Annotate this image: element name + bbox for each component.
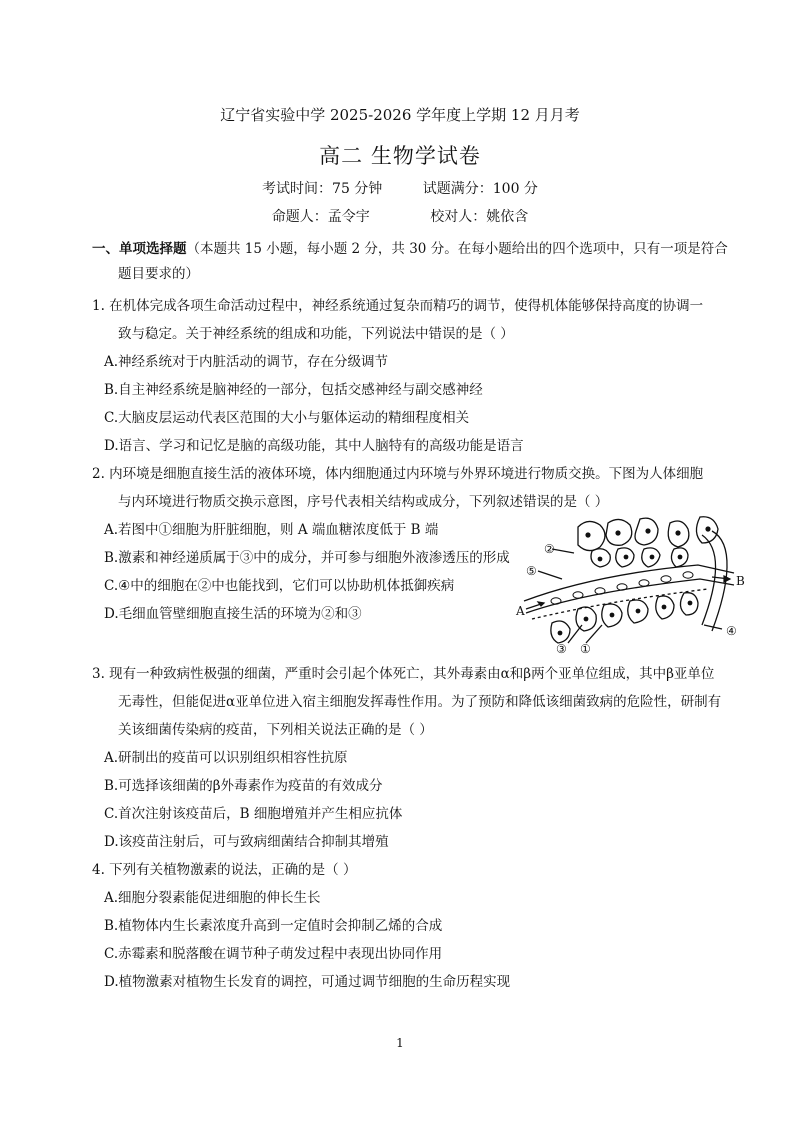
question-3-stem: 3. 现有一种致病性极强的细菌，严重时会引起个体死亡，其外毒素由α和β两个亚单位组成，其中β亚单位 bbox=[92, 666, 715, 682]
question-2-option-c: C.④中的细胞在②中也能找到，它们可以协助机体抵御疾病 bbox=[104, 578, 455, 594]
section-heading: 一、单项选择题 bbox=[92, 241, 187, 257]
label-4: ④ bbox=[726, 624, 737, 638]
author: 命题人：孟令宇 bbox=[271, 209, 370, 225]
arrowhead bbox=[724, 576, 730, 582]
label-3: ③ bbox=[556, 642, 567, 655]
section-instructions: （本题共 15 小题，每小题 2 分，共 30 分。在每小题给出的四个选项中，只有一项是符合 bbox=[186, 241, 728, 257]
full-score: 试题满分：100 分 bbox=[422, 181, 538, 197]
label-1: ① bbox=[580, 642, 591, 655]
blood-cell bbox=[617, 584, 627, 590]
question-3-option-c: C.首次注射该疫苗后，B 细胞增殖并产生相应抗体 bbox=[104, 806, 403, 822]
question-4-option-c: C.赤霉素和脱落酸在调节种子萌发过程中表现出协同作用 bbox=[104, 946, 443, 962]
question-1-stem-cont: 致与稳定。关于神经系统的组成和功能，下列说法中错误的是（ ） bbox=[118, 326, 514, 342]
blood-cell bbox=[661, 576, 671, 582]
question-4-option-a: A.细胞分裂素能促进细胞的伸长生长 bbox=[104, 890, 321, 906]
question-3-stem-cont-2: 关该细菌传染病的疫苗，下列相关说法正确的是（ ） bbox=[118, 722, 433, 738]
proofreader: 校对人：姚依含 bbox=[430, 209, 529, 225]
cell-nucleus bbox=[636, 609, 641, 614]
exam-meta bbox=[0, 178, 800, 198]
question-2-stem-cont: 与内环境进行物质交换示意图，序号代表相关结构或成分，下列叙述错误的是（ ） bbox=[118, 494, 609, 510]
cell-nucleus bbox=[675, 530, 680, 535]
question-1-stem: 1. 在机体完成各项生命活动过程中，神经系统通过复杂而精巧的调节，使得机体能够保持高度的协调一 bbox=[92, 298, 704, 314]
blood-cell bbox=[595, 588, 605, 594]
cell-nucleus bbox=[645, 528, 650, 533]
cell-nucleus bbox=[598, 557, 603, 562]
capillary-wall-bottom bbox=[526, 579, 734, 613]
school-line: 辽宁省实验中学 2025-2026 学年度上学期 12 月月考 bbox=[220, 106, 580, 124]
label-b: B bbox=[736, 574, 745, 588]
tissue-cell bbox=[578, 521, 605, 550]
question-4-option-d: D.植物激素对植物生长发育的调控，可通过调节细胞的生命历程实现 bbox=[104, 974, 511, 990]
label-leader-1 bbox=[586, 625, 602, 643]
question-2-stem: 2. 内环境是细胞直接生活的液体环境，体内细胞通过内环境与外界环境进行物质交换。下图为人体细胞 bbox=[92, 466, 704, 482]
cell-nucleus bbox=[610, 613, 615, 618]
question-3-stem-cont-1: 无毒性，但能促进α亚单位进入宿主细胞发挥毒性作用。为了预防和降低该细菌致病的危险性，研制有 bbox=[118, 694, 722, 710]
question-3-option-d: D.该疫苗注射后，可与致病细菌结合抑制其增殖 bbox=[104, 834, 389, 850]
cell-nucleus bbox=[650, 555, 655, 560]
label-2: ② bbox=[544, 542, 555, 556]
cell-nucleus bbox=[624, 555, 629, 560]
blood-cell bbox=[683, 572, 693, 578]
label-5: ⑤ bbox=[526, 564, 537, 578]
label-a: A bbox=[516, 604, 525, 618]
question-3-option-a: A.研制出的疫苗可以识别组织相容性抗原 bbox=[104, 750, 348, 766]
page-number: 1 bbox=[396, 1036, 404, 1050]
cell-nucleus bbox=[688, 601, 693, 606]
cell-nucleus bbox=[584, 617, 589, 622]
exam-time: 考试时间：75 分钟 bbox=[262, 181, 383, 197]
question-1-option-a: A.神经系统对于内脏活动的调节，存在分级调节 bbox=[104, 354, 389, 370]
question-4-option-b: B.植物体内生长素浓度升高到一定值时会抑制乙烯的合成 bbox=[104, 918, 443, 934]
blood-cell bbox=[573, 592, 583, 598]
exam-staff bbox=[0, 206, 800, 226]
question-2-option-a: A.若图中①细胞为肝脏细胞，则 A 端血糖浓度低于 B 端 bbox=[104, 522, 439, 538]
question-1-option-c: C.大脑皮层运动代表区范围的大小与躯体运动的精细程度相关 bbox=[104, 410, 470, 426]
label-leader-3 bbox=[568, 625, 582, 643]
blood-cell bbox=[639, 580, 649, 586]
arrowhead bbox=[538, 602, 544, 606]
cell-environment-diagram bbox=[512, 513, 748, 655]
cell-nucleus bbox=[615, 530, 620, 535]
cell-nucleus bbox=[705, 526, 710, 531]
cell-nucleus bbox=[678, 555, 683, 560]
exam-title: 高二 生物学试卷 bbox=[319, 144, 481, 168]
question-1-option-d: D.语言、学习和记忆是脑的高级功能，其中人脑特有的高级功能是语言 bbox=[104, 438, 524, 454]
cell-nucleus bbox=[585, 532, 590, 537]
cell-nucleus bbox=[662, 605, 667, 610]
section-heading-line bbox=[92, 239, 728, 259]
question-1-option-b: B.自主神经系统是脑神经的一部分，包括交感神经与副交感神经 bbox=[104, 382, 483, 398]
label-leader-5 bbox=[538, 571, 562, 579]
question-4-stem: 4. 下列有关植物激素的说法，正确的是（ ） bbox=[92, 862, 357, 878]
question-2-option-d: D.毛细血管壁细胞直接生活的环境为②和③ bbox=[104, 606, 362, 622]
label-leader-2 bbox=[552, 549, 574, 553]
capillary-wall-top bbox=[524, 565, 734, 601]
blood-cell bbox=[551, 598, 561, 604]
cell-nucleus bbox=[558, 631, 563, 636]
question-2-option-b: B.激素和神经递质属于③中的成分，并可参与细胞外液渗透压的形成 bbox=[104, 550, 510, 566]
question-3-option-b: B.可选择该细菌的β外毒素作为疫苗的有效成分 bbox=[104, 778, 383, 794]
section-instructions-cont: 题目要求的） bbox=[118, 266, 199, 282]
